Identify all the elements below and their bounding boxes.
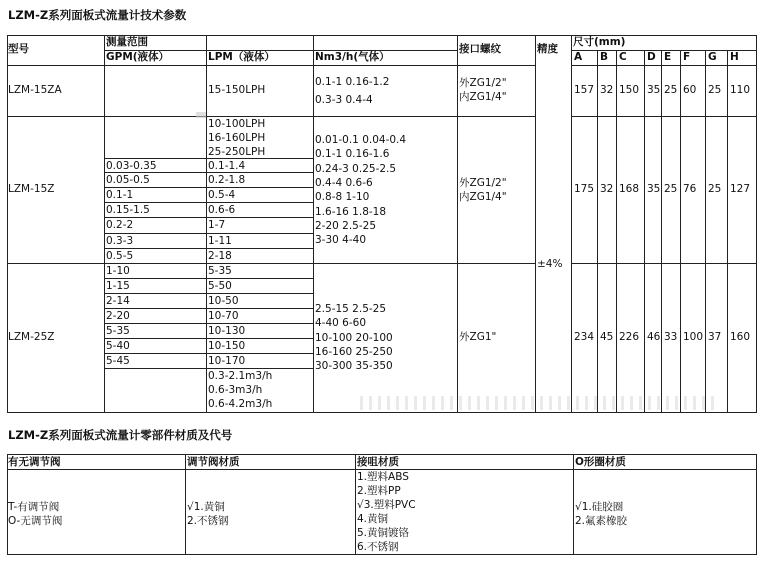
r3-dim-2: 226 xyxy=(619,331,640,343)
header-dim-B: B xyxy=(600,51,609,63)
row3-nm3-1: 4-40 6-60 xyxy=(315,317,366,330)
accuracy-value: ±4% xyxy=(537,258,563,270)
row2-lpm-1: 0.2-1.8 xyxy=(208,174,246,186)
row3-port-0: 外ZG1" xyxy=(459,331,497,343)
row2-gpm-4: 0.2-2 xyxy=(106,219,134,231)
r2-dim-2: 168 xyxy=(619,183,640,195)
row3-model: LZM-25Z xyxy=(8,331,55,343)
r1-dim-7: 110 xyxy=(730,84,751,96)
row3-nm3-3: 16-160 25-250 xyxy=(315,345,393,358)
r3-dim-7: 160 xyxy=(730,331,751,343)
grid-line xyxy=(727,50,728,413)
row1-port-0: 外ZG1/2" xyxy=(459,77,507,89)
r3-dim-3: 46 xyxy=(647,331,661,343)
row2-lpm-5: 1-11 xyxy=(208,235,232,247)
row3-gpm-1: 1-15 xyxy=(106,280,130,292)
r1-dim-4: 25 xyxy=(664,84,678,96)
grid-line xyxy=(597,50,598,413)
r1-dim-1: 32 xyxy=(600,84,614,96)
row3-lpm-bottom-0: 0.3-2.1m3/h xyxy=(208,370,273,382)
header-dim-D: D xyxy=(647,51,656,63)
row2-model: LZM-15Z xyxy=(8,183,55,195)
row3-nm3-0: 2.5-15 2.5-25 xyxy=(315,303,387,315)
row2-lpm-top-2: 25-250LPH xyxy=(208,146,266,158)
grid-line xyxy=(661,50,662,413)
grid-line xyxy=(313,35,314,413)
row2-nm3-1: 0.1-1 0.16-1.6 xyxy=(315,148,390,161)
grid-line xyxy=(680,50,681,413)
header-nm3: Nm3/h(气体） xyxy=(315,51,390,63)
grid-line xyxy=(644,50,645,413)
grid-line xyxy=(355,454,356,555)
row3-lpm-4: 10-130 xyxy=(208,325,246,337)
header-lpm: LPM（液体） xyxy=(208,51,275,63)
row3-gpm-0: 1-10 xyxy=(106,265,130,277)
row2-nm3-6: 2-20 2.5-25 xyxy=(315,219,377,232)
row1-model: LZM-15ZA xyxy=(8,84,62,96)
row2-nm3-0: 0.01-0.1 0.04-0.4 xyxy=(315,134,407,146)
r2-dim-0: 175 xyxy=(574,183,595,195)
grid-line xyxy=(756,35,757,413)
nozzle-material-3: 4.黄铜 xyxy=(357,513,389,525)
r2-dim-7: 127 xyxy=(730,183,751,195)
grid-line xyxy=(457,35,458,413)
r1-dim-3: 35 xyxy=(647,84,661,96)
valve-option-0: T-有调节阀 xyxy=(8,501,60,513)
row3-lpm-6: 10-170 xyxy=(208,355,246,367)
r3-dim-6: 37 xyxy=(708,331,722,343)
header-size: 尺寸(mm) xyxy=(573,36,626,48)
row3-lpm-bottom-2: 0.6-4.2m3/h xyxy=(208,398,273,410)
r3-dim-5: 100 xyxy=(683,331,704,343)
row2-lpm-6: 2-18 xyxy=(208,250,232,262)
header-accuracy: 精度 xyxy=(537,43,558,55)
row2-nm3-5: 1.6-16 1.8-18 xyxy=(315,205,387,218)
table2-title: LZM-Z系列面板式流量计零部件材质及代号 xyxy=(8,428,233,442)
r1-dim-2: 150 xyxy=(619,84,640,96)
r2-dim-5: 76 xyxy=(683,183,697,195)
valve-material-1: 2.不锈钢 xyxy=(187,515,229,527)
row3-nm3-4: 30-300 35-350 xyxy=(315,360,393,373)
row2-gpm-6: 0.5-5 xyxy=(106,250,134,262)
row3-lpm-bottom-1: 0.6-3m3/h xyxy=(208,384,263,396)
grid-line xyxy=(616,50,617,413)
row3-gpm-6: 5-45 xyxy=(106,355,130,367)
header-dim-A: A xyxy=(574,51,583,63)
watermark xyxy=(360,396,720,410)
oring-material-0: √1.硅胶圈 xyxy=(575,501,624,513)
header-dim-E: E xyxy=(664,51,672,63)
valve-option-1: O-无调节阀 xyxy=(8,515,63,527)
nozzle-material-0: 1.塑料ABS xyxy=(357,471,409,483)
row2-nm3-3: 0.4-4 0.6-6 xyxy=(315,176,373,189)
valve-material-0: √1.黄铜 xyxy=(187,501,225,513)
row2-lpm-2: 0.5-4 xyxy=(208,189,236,201)
grid-line xyxy=(104,35,105,413)
header-port: 接口螺纹 xyxy=(459,43,501,55)
row2-nm3-7: 3-30 4-40 xyxy=(315,234,366,247)
r2-dim-1: 32 xyxy=(600,183,614,195)
material-header-2: 接咀材质 xyxy=(357,456,399,468)
r1-dim-5: 60 xyxy=(683,84,697,96)
nozzle-material-1: 2.塑料PP xyxy=(357,485,401,497)
header-gpm: GPM(液体） xyxy=(106,51,170,63)
r3-dim-1: 45 xyxy=(600,331,614,343)
row3-lpm-2: 10-50 xyxy=(208,295,239,307)
grid-line xyxy=(573,454,574,555)
material-header-1: 调节阀材质 xyxy=(187,456,240,468)
row1-port-1: 内ZG1/4" xyxy=(459,91,507,103)
row2-lpm-3: 0.6-6 xyxy=(208,204,236,216)
grid-gap xyxy=(536,65,571,66)
row2-lpm-0: 0.1-1.4 xyxy=(208,160,246,172)
nozzle-material-5: 6.不锈钢 xyxy=(357,541,399,553)
grid-line xyxy=(571,35,572,413)
row2-gpm-2: 0.1-1 xyxy=(106,189,134,201)
row1-nm3-0: 0.1-1 0.16-1.2 xyxy=(315,76,390,88)
row2-lpm-top-1: 16-160LPH xyxy=(208,132,266,144)
row2-port-0: 外ZG1/2" xyxy=(459,177,507,189)
r3-dim-0: 234 xyxy=(574,331,595,343)
header-dim-G: G xyxy=(708,51,717,63)
row2-nm3-2: 0.24-3 0.25-2.5 xyxy=(315,162,397,175)
row2-lpm-4: 1-7 xyxy=(208,219,226,231)
r1-dim-6: 25 xyxy=(708,84,722,96)
row3-gpm-4: 5-35 xyxy=(106,325,130,337)
row3-nm3-2: 10-100 20-100 xyxy=(315,331,393,344)
row2-gpm-0: 0.03-0.35 xyxy=(106,160,157,172)
row2-port-1: 内ZG1/4" xyxy=(459,191,507,203)
oring-material-1: 2.氟素橡胶 xyxy=(575,515,628,527)
r3-dim-4: 33 xyxy=(664,331,678,343)
material-header-0: 有无调节阀 xyxy=(8,456,61,468)
row1-lpm: 15-150LPH xyxy=(208,84,266,96)
header-dim-F: F xyxy=(683,51,691,63)
row2-nm3-4: 0.8-8 1-10 xyxy=(315,191,370,204)
header-dim-C: C xyxy=(619,51,627,63)
header-dim-H: H xyxy=(730,51,739,63)
watermark-mark xyxy=(196,112,206,118)
row3-gpm-3: 2-20 xyxy=(106,310,130,322)
r2-dim-3: 35 xyxy=(647,183,661,195)
row3-gpm-5: 5-40 xyxy=(106,340,130,352)
material-header-3: O形圈材质 xyxy=(575,456,626,468)
row1-nm3-1: 0.3-3 0.4-4 xyxy=(315,94,373,106)
grid-gap xyxy=(536,116,571,117)
header-range: 测量范围 xyxy=(106,36,148,48)
row2-gpm-3: 0.15-1.5 xyxy=(106,204,150,216)
row3-lpm-1: 5-50 xyxy=(208,280,232,292)
row3-lpm-3: 10-70 xyxy=(208,310,239,322)
row2-gpm-1: 0.05-0.5 xyxy=(106,174,150,186)
r2-dim-6: 25 xyxy=(708,183,722,195)
header-model: 型号 xyxy=(8,43,29,55)
row3-lpm-0: 5-35 xyxy=(208,265,232,277)
r1-dim-0: 157 xyxy=(574,84,595,96)
grid-line xyxy=(705,50,706,413)
row2-lpm-top-0: 10-100LPH xyxy=(208,118,266,130)
row3-gpm-2: 2-14 xyxy=(106,295,130,307)
row2-gpm-5: 0.3-3 xyxy=(106,235,134,247)
nozzle-material-4: 5.黄铜镀铬 xyxy=(357,527,410,539)
table1-title: LZM-Z系列面板式流量计技术参数 xyxy=(8,8,187,22)
nozzle-material-2: √3.塑料PVC xyxy=(357,499,416,511)
grid-line xyxy=(206,35,207,413)
row3-lpm-5: 10-150 xyxy=(208,340,246,352)
grid-line xyxy=(535,35,536,413)
grid-line xyxy=(756,454,757,555)
r2-dim-4: 25 xyxy=(664,183,678,195)
grid-line xyxy=(185,454,186,555)
